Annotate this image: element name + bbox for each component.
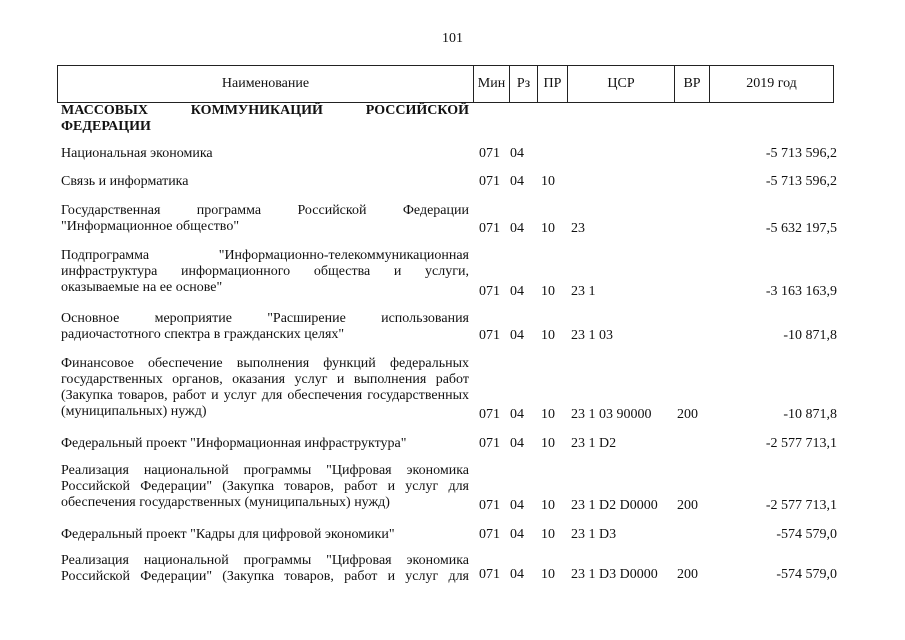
row-name: Реализация национальной программы "Цифровая экономика Российской Федерации" (Закупка товаров, работ и услуг для [61,553,469,584]
row-rz: 04 [510,284,524,299]
row-csr: 23 1 D3 D0000 [571,567,658,582]
page-number: 101 [442,31,463,46]
row-csr: 23 1 D3 [571,527,617,542]
row-pr: 10 [541,284,555,299]
row-rz: 04 [510,436,524,451]
row-pr: 10 [541,436,555,451]
row-min: 071 [479,527,500,542]
row-sum: -2 577 713,1 [765,498,837,513]
row-csr: 23 1 [571,284,596,299]
header-min: Мин [474,66,510,103]
row-vr: 200 [677,407,698,422]
row-vr: 200 [677,498,698,513]
row-sum: -5 713 596,2 [765,146,837,161]
row-name: Федеральный проект "Информационная инфраструктура" [61,436,407,451]
row-min: 071 [479,567,500,582]
row-csr: 23 1 D2 D0000 [571,498,658,513]
row-rz: 04 [510,567,524,582]
row-vr: 200 [677,567,698,582]
row-name: Подпрограмма "Информационно-телекоммуникационная инфраструктура информационного общества и услуги, оказываемые на ее основе" [61,248,469,295]
row-csr: 23 1 03 [571,328,613,343]
row-rz: 04 [510,146,524,161]
row-name: Реализация национальной программы "Цифровая экономика Российской Федерации" (Закупка товаров, работ и услуг для обеспечения государственных (муниципальных) нужд) [61,463,469,510]
row-pr: 10 [541,498,555,513]
row-min: 071 [479,174,500,189]
row-min: 071 [479,498,500,513]
row-min: 071 [479,146,500,161]
row-min: 071 [479,407,500,422]
table-row [61,103,469,135]
row-sum: -2 577 713,1 [765,436,837,451]
row-rz: 04 [510,328,524,343]
row-rz: 04 [510,527,524,542]
row-pr: 10 [541,174,555,189]
row-name-continued: ФЕДЕРАЦИИ [61,119,151,134]
row-name: МАССОВЫХ КОММУНИКАЦИЙ РОССИЙСКОЙ [61,103,469,118]
row-name: Финансовое обеспечение выполнения функций федеральных государственных органов, оказания услуг и выполнения работ (Закупка товаров, работ и услуг для обеспечения государственных (муниципальных) нужд) [61,356,469,419]
row-min: 071 [479,284,500,299]
header-csr: ЦСР [568,66,675,103]
header-year: 2019 год [710,66,834,103]
row-name: Национальная экономика [61,146,213,161]
row-sum: -3 163 163,9 [765,284,837,299]
header-pr: ПР [538,66,568,103]
header-name: Наименование [58,66,474,103]
row-rz: 04 [510,498,524,513]
row-pr: 10 [541,221,555,236]
row-sum: -574 579,0 [776,567,837,582]
row-rz: 04 [510,407,524,422]
row-sum: -574 579,0 [776,527,837,542]
row-min: 071 [479,328,500,343]
row-sum: -5 713 596,2 [765,174,837,189]
header-vr: ВР [675,66,710,103]
row-rz: 04 [510,174,524,189]
row-name: Государственная программа Российской Федерации "Информационное общество" [61,203,469,234]
row-sum: -10 871,8 [783,328,837,343]
row-pr: 10 [541,407,555,422]
row-min: 071 [479,221,500,236]
row-csr: 23 1 D2 [571,436,617,451]
row-pr: 10 [541,328,555,343]
header-rz: Рз [510,66,538,103]
row-csr: 23 [571,221,585,236]
row-pr: 10 [541,527,555,542]
row-csr: 23 1 03 90000 [571,407,652,422]
row-sum: -10 871,8 [783,407,837,422]
row-name: Связь и информатика [61,174,189,189]
row-min: 071 [479,436,500,451]
row-name: Основное мероприятие "Расширение использования радиочастотного спектра в гражданских целях" [61,311,469,342]
row-name: Федеральный проект "Кадры для цифровой экономики" [61,527,395,542]
row-rz: 04 [510,221,524,236]
row-sum: -5 632 197,5 [765,221,837,236]
row-pr: 10 [541,567,555,582]
